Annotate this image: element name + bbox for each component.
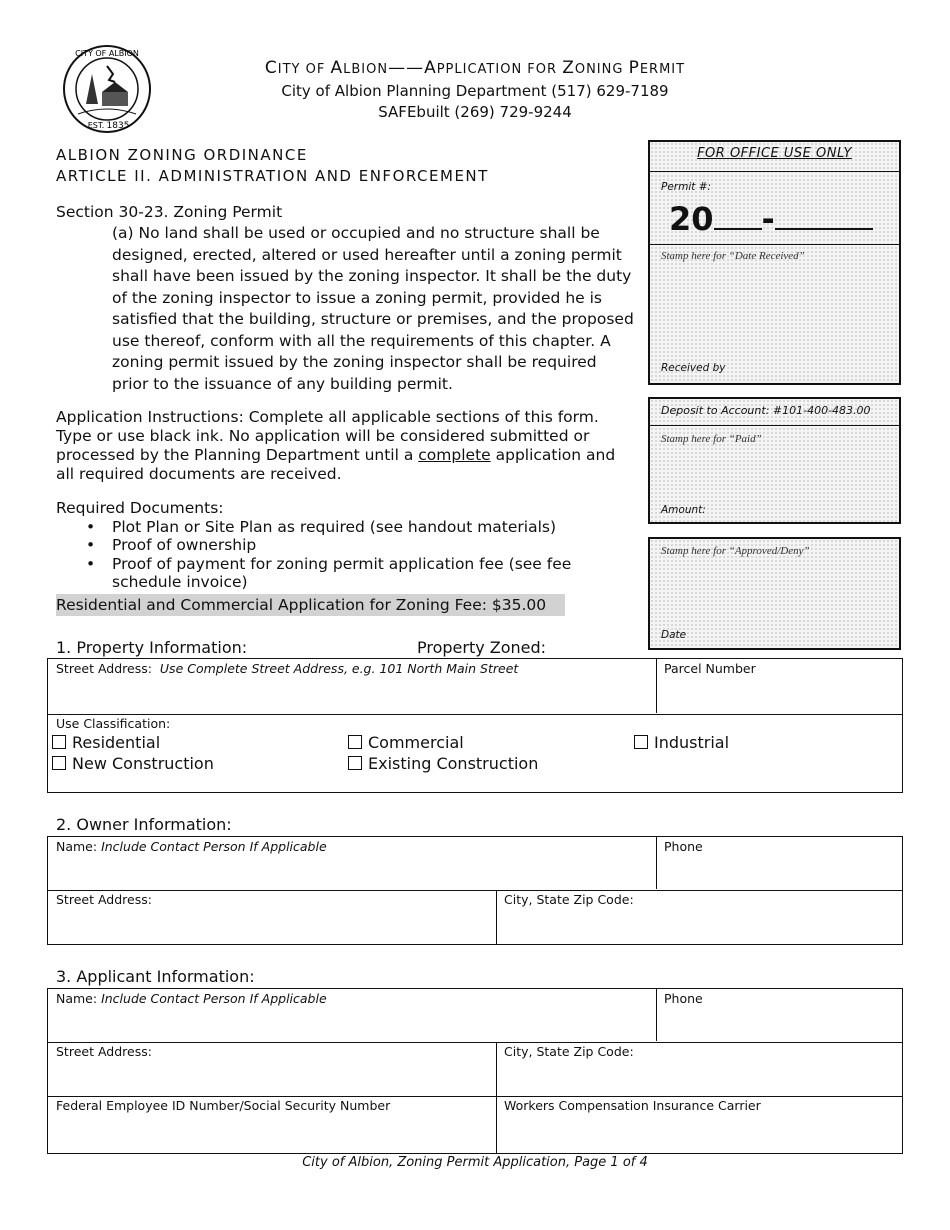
stamp-approved-deny: Stamp here for “Approved/Deny”	[661, 545, 810, 557]
stamp-paid: Stamp here for “Paid”	[661, 433, 762, 445]
seal-year: 1835	[106, 121, 130, 131]
form-title: CITY OF ALBION——APPLICATION FOR ZONING PERMIT	[264, 58, 686, 78]
property-info-title: 1. Property Information:	[56, 638, 248, 657]
stamp-date-received: Stamp here for “Date Received”	[661, 250, 805, 262]
date-label: Date	[661, 629, 687, 641]
owner-name-field[interactable]: Name: Include Contact Person If Applicable	[56, 839, 327, 854]
checkbox-icon	[348, 756, 362, 770]
applicant-info-table	[47, 988, 903, 1154]
applicant-city-field[interactable]: City, State Zip Code:	[504, 1044, 634, 1059]
applicant-street-field[interactable]: Street Address:	[56, 1044, 152, 1059]
property-info-table	[47, 658, 903, 793]
required-doc-item: • Proof of ownership	[112, 536, 636, 555]
city-seal-logo	[62, 44, 152, 134]
parcel-number-field[interactable]: Parcel Number	[664, 661, 756, 676]
workers-comp-field[interactable]: Workers Compensation Insurance Carrier	[504, 1098, 761, 1113]
owner-phone-field[interactable]: Phone	[664, 839, 703, 854]
new-construction-checkbox[interactable]: New Construction	[52, 754, 214, 773]
application-instructions: Application Instructions: Complete all applicable sections of this form. Type or use black ink. No application will be considered submitted or processed by the Planning Department until a complete application and all required documents are received.	[56, 408, 616, 483]
required-documents-title: Required Documents:	[56, 499, 224, 517]
permit-number-field[interactable]: 20 -	[669, 200, 873, 238]
owner-info-title: 2. Owner Information:	[56, 815, 232, 834]
checkbox-icon	[52, 756, 66, 770]
property-zoned-label: Property Zoned:	[417, 638, 547, 657]
checkbox-icon	[52, 735, 66, 749]
required-doc-item: • Plot Plan or Site Plan as required (see handout materials)	[112, 518, 636, 537]
owner-city-field[interactable]: City, State Zip Code:	[504, 892, 634, 907]
received-by-label: Received by	[661, 362, 726, 374]
checkbox-icon	[348, 735, 362, 749]
seal-top-text: CITY OF ALBION	[75, 49, 139, 58]
street-address-field[interactable]: Street Address: Use Complete Street Address, e.g. 101 North Main Street	[56, 661, 519, 676]
residential-checkbox[interactable]: Residential	[52, 733, 160, 752]
payment-box	[648, 397, 901, 524]
seal-est: EST.	[87, 121, 105, 130]
section-title: Section 30-23. Zoning Permit	[56, 203, 283, 221]
required-documents	[56, 499, 636, 592]
article-heading: ARTICLE II. ADMINISTRATION AND ENFORCEMENT	[56, 167, 489, 185]
ordinance-heading: ALBION ZONING ORDINANCE	[56, 146, 308, 164]
applicant-info-title: 3. Applicant Information:	[56, 967, 255, 986]
permit-label: Permit #:	[661, 181, 712, 193]
applicant-phone-field[interactable]: Phone	[664, 991, 703, 1006]
commercial-checkbox[interactable]: Commercial	[348, 733, 464, 752]
office-use-title: FOR OFFICE USE ONLY	[697, 146, 852, 161]
checkbox-icon	[634, 735, 648, 749]
page-footer: City of Albion, Zoning Permit Application, Page 1 of 4	[302, 1155, 648, 1170]
existing-construction-checkbox[interactable]: Existing Construction	[348, 754, 538, 773]
industrial-checkbox[interactable]: Industrial	[634, 733, 729, 752]
fee-notice: Residential and Commercial Application for Zoning Fee: $35.00	[56, 594, 565, 616]
office-use-box	[648, 140, 901, 385]
deposit-account: Deposit to Account: #101-400-483.00	[661, 404, 871, 417]
safebuilt-line: SAFEbuilt (269) 729-9244	[378, 103, 572, 121]
approval-box	[648, 537, 901, 650]
required-doc-item: • Proof of payment for zoning permit application fee (see fee schedule invoice)	[112, 555, 636, 592]
use-classification-label: Use Classification:	[56, 716, 171, 731]
applicant-name-field[interactable]: Name: Include Contact Person If Applicable	[56, 991, 327, 1006]
planning-dept-line: City of Albion Planning Department (517) 629-7189	[281, 82, 669, 100]
owner-info-table	[47, 836, 903, 945]
fein-ssn-field[interactable]: Federal Employee ID Number/Social Security Number	[56, 1098, 391, 1113]
section-text: (a) No land shall be used or occupied and no structure shall be designed, erected, altered or used hereafter until a zoning permit shall have been issued by the zoning inspector. It shall be the duty of the zoning inspector to issue a zoning permit, provided he is satisfied that the building, structure or premises, and the proposed use thereof, conform with all the requirements of this chapter. A zoning permit issued by the zoning inspector shall be required prior to the issuance of any building permit.	[112, 224, 634, 393]
amount-label: Amount:	[661, 504, 706, 516]
owner-street-field[interactable]: Street Address:	[56, 892, 152, 907]
